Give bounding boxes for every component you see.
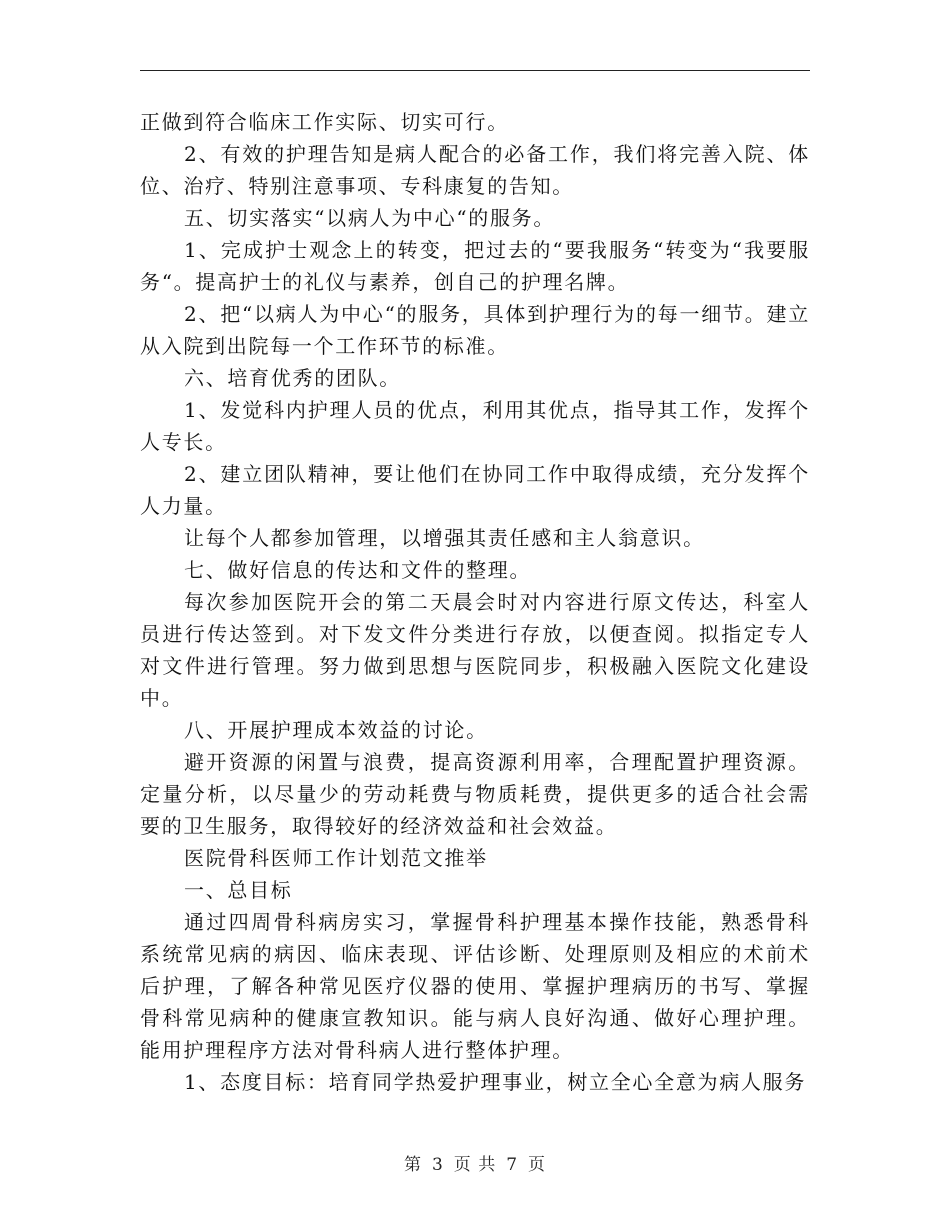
paragraph-meeting-relay: 每次参加医院开会的第二天晨会时对内容进行原文传达，科室人员进行传达签到。对下发文件分类进行存放，以便查阅。拟指定专人对文件进行管理。努力做到思想与医院同步，积极融入医院文化建设中。 bbox=[140, 590, 810, 710]
paragraph-resources: 避开资源的闲置与浪费，提高资源利用率，合理配置护理资源。定量分析，以尽量少的劳动耗费与物质耗费，提供更多的适合社会需要的卫生服务，取得较好的经济效益和社会效益。 bbox=[140, 750, 810, 838]
paragraph-patient-centered: 2、把“以病人为中心“的服务，具体到护理行为的每一细节。建立从入院到出院每一个工作环节的标准。 bbox=[140, 302, 810, 358]
section-heading-7: 七、做好信息的传达和文件的整理。 bbox=[184, 558, 532, 582]
page-footer bbox=[0, 1150, 950, 1175]
section-heading-5: 五、切实落实“以病人为中心“的服务。 bbox=[184, 206, 556, 230]
section-heading-overall-goal: 一、总目标 bbox=[184, 878, 293, 902]
section-heading-6: 六、培育优秀的团队。 bbox=[184, 366, 401, 390]
paragraph-continuation: 正做到符合临床工作实际、切实可行。 bbox=[140, 110, 509, 134]
section-heading-8: 八、开展护理成本效益的讨论。 bbox=[184, 718, 488, 742]
header-rule bbox=[140, 70, 810, 71]
paragraph-notification: 2、有效的护理告知是病人配合的必备工作，我们将完善入院、体位、治疗、特别注意事项、专科康复的告知。 bbox=[140, 142, 810, 198]
footer-prefix: 第 bbox=[403, 1155, 422, 1175]
footer-middle: 页 共 bbox=[453, 1155, 497, 1175]
document-body bbox=[140, 106, 810, 1098]
paragraph-attitude-goal: 1、态度目标：培育同学热爱护理事业，树立全心全意为病人服务 bbox=[184, 1070, 807, 1094]
footer-total-pages: 7 bbox=[506, 1155, 519, 1175]
paragraph-concept-change: 1、完成护士观念上的转变，把过去的“要我服务“转变为“我要服务“。提高护士的礼仪与素养，创自己的护理名牌。 bbox=[140, 238, 810, 294]
footer-suffix: 页 bbox=[528, 1155, 547, 1175]
footer-page-number: 3 bbox=[431, 1155, 444, 1175]
paragraph-staff-strengths: 1、发觉科内护理人员的优点，利用其优点，指导其工作，发挥个人专长。 bbox=[140, 398, 810, 454]
paragraph-participation: 让每个人都参加管理，以增强其责任感和主人翁意识。 bbox=[184, 526, 705, 550]
paragraph-overall-goal: 通过四周骨科病房实习，掌握骨科护理基本操作技能，熟悉骨科系统常见病的病因、临床表现、评估诊断、处理原则及相应的术前术后护理，了解各种常见医疗仪器的使用、掌握护理病历的书写、掌握骨科常见病种的健康宣教知识。能与病人良好沟通、做好心理护理。能用护理程序方法对骨科病人进行整体护理。 bbox=[140, 910, 810, 1062]
document-subtitle: 医院骨科医师工作计划范文推举 bbox=[184, 846, 488, 870]
paragraph-team-spirit: 2、建立团队精神，要让他们在协同工作中取得成绩，充分发挥个人力量。 bbox=[140, 462, 810, 518]
